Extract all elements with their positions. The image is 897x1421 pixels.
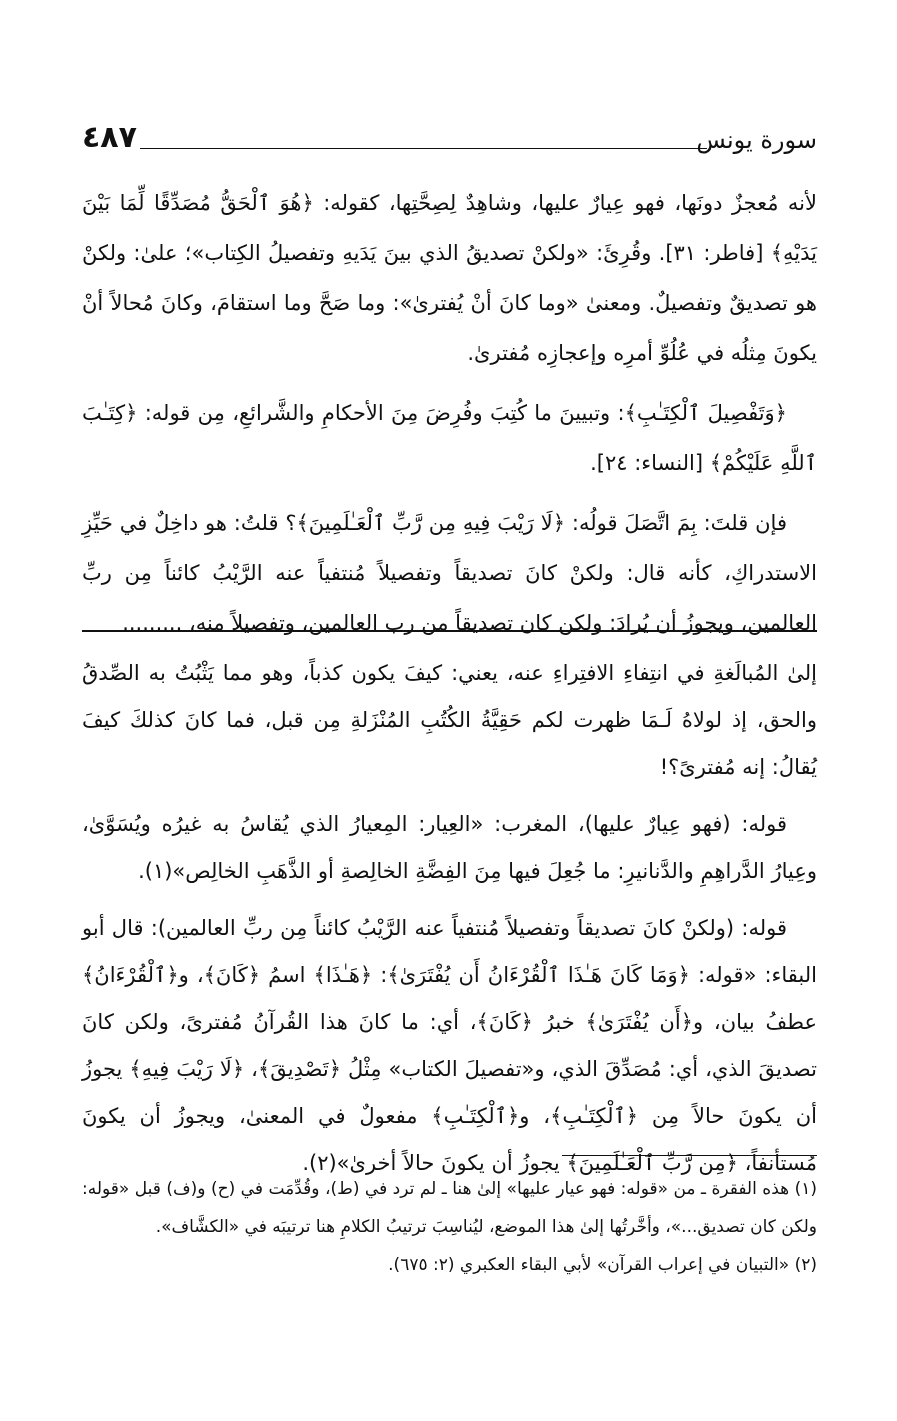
footnotes: [82, 1170, 817, 1284]
main-paragraph: ﴿وَتَفْصِيلَ ٱلْكِتَـٰبِ﴾: وتبيينَ ما كُتِبَ وفُرِضَ مِنَ الأحكامِ والشَّرائعِ، مِن قوله: ﴿كِتَـٰبَ ٱللَّهِ عَلَيْكُمْ﴾ [النساء: ٢٤].: [82, 401, 817, 475]
footnote-text: هذه الفقرة ـ من «قوله: فهو عيار عليها» إلىٰ هنا ـ لم ترد في (ط)، وقُدِّمَت في (ح) و(ف) قبل «قوله: ولكن كان تصديق...»، وأخَّرتُها إلىٰ هذا الموضع، ليُناسِبَ ترتيبُ الكلامِ هنا ترتيبَه في «الكشَّاف».: [82, 1179, 817, 1237]
footnote-marker: (٢): [794, 1255, 817, 1275]
footnote-text: «التبيان في إعراب القرآن» لأبي البقاء العكبري (٢: ٦٧٥).: [388, 1255, 790, 1275]
footnote-item: [82, 1246, 817, 1284]
section-divider: [82, 630, 817, 632]
header-rule: [140, 148, 707, 149]
page-header: [82, 120, 817, 168]
footnote-marker: (١): [794, 1179, 818, 1199]
commentary-paragraph: قوله: (فهو عِيارٌ عليها)، المغرب: «العِيار: المِعيارُ الذي يُقاسُ به غيرُه ويُسَوَّىٰ، وعِيارُ الدَّراهِمِ والدَّنانيرِ: ما جُعِلَ فيها مِنَ الفِضَّةِ الخالِصةِ أو الذَّهَبِ الخالِص»(١).: [82, 812, 817, 883]
footnote-divider: [562, 1155, 817, 1156]
page-number: ٤٨٧: [82, 120, 137, 155]
commentary-paragraph: إلىٰ المُبالَغةِ في انتِفاءِ الافتِراءِ عنه، يعني: كيفَ يكون كذباً، وهو مما يَثْبُتُ به الصِّدقُ والحق، إذ لولاهُ لَـمَا ظهرت لكم حَقِيَّةُ الكُتُبِ المُنْزَلةِ مِن قبل، فما كانَ كذلكَ كيفَ يُقالُ: إنه مُفترىً؟!: [82, 661, 817, 779]
footnote-item: [82, 1170, 817, 1246]
running-title: سورة يونس: [696, 126, 817, 154]
commentary-paragraph: قوله: (ولكنْ كانَ تصديقاً وتفصيلاً مُنتفياً عنه الرَّيْبُ كائناً مِن ربِّ العالمين): قال أبو البقاء: «قوله: ﴿وَمَا كَانَ هَـٰذَا ٱلْقُرْءَانُ أَن يُفْتَرَىٰ﴾: ﴿هَـٰذَا﴾ اسمُ ﴿كَانَ﴾، و﴿ٱلْقُرْءَانُ﴾ عطفُ بيان، و﴿أَن يُفْتَرَىٰ﴾ خبرُ ﴿كَانَ﴾، أي: ما كانَ هذا القُرآنُ مُفترىً، ولكن كانَ تصديقَ الذي، أي: مُصَدِّقَ الذي، و«تفصيلَ الكتاب» مِثْلُ ﴿تَصْدِيقَ﴾، ﴿لَا رَيْبَ فِيهِ﴾ يجوزُ أن يكونَ حالاً مِن ﴿ٱلْكِتَـٰبِ﴾، و﴿ٱلْكِتَـٰبِ﴾ مفعولٌ في المعنىٰ، ويجوزُ أن يكونَ مُستأنفاً، ﴿مِن رَّبِّ ٱلْعَـٰلَمِينَ﴾ يجوزُ أن يكونَ حالاً أخرىٰ»(٢).: [82, 916, 817, 1175]
commentary-text: [82, 650, 817, 1175]
main-text: [82, 178, 817, 635]
main-paragraph: لأنه مُعجزٌ دونَها، فهو عِيارٌ عليها، وشاهِدٌ لِصِحَّتِها، كقوله: ﴿هُوَ ٱلْحَقُّ مُصَدِّقًا لِّمَا بَيْنَ يَدَيْهِ﴾ [فاطر: ٣١]. وقُرِئَ: «ولكنْ تصديقُ الذي بينَ يَدَيهِ وتفصيلُ الكِتاب»؛ علىٰ: ولكنْ هو تصديقٌ وتفصيلٌ. ومعنىٰ «وما كانَ أنْ يُفترىٰ»: وما صَحَّ وما استقامَ، وكانَ مُحالاً أنْ يكونَ مِثلُه في عُلُوِّ أمرِه وإعجازِه مُفترىٰ.: [82, 191, 817, 365]
main-paragraph: فإن قلتَ: بِمَ اتَّصَلَ قولُه: ﴿لَا رَيْبَ فِيهِ مِن رَّبِّ ٱلْعَـٰلَمِينَ﴾؟ قلتُ: هو داخِلٌ في حَيِّزِ الاستدراكِ، كأنه قال: ولكنْ كانَ تصديقاً وتفصيلاً مُنتفياً عنه الرَّيْبُ كائناً مِن ربِّ العالمين، ويجوزُ أن يُرادَ: ولكن كان تصديقاً من رب العالمين، وتفصيلاً منه، .........: [82, 511, 817, 635]
